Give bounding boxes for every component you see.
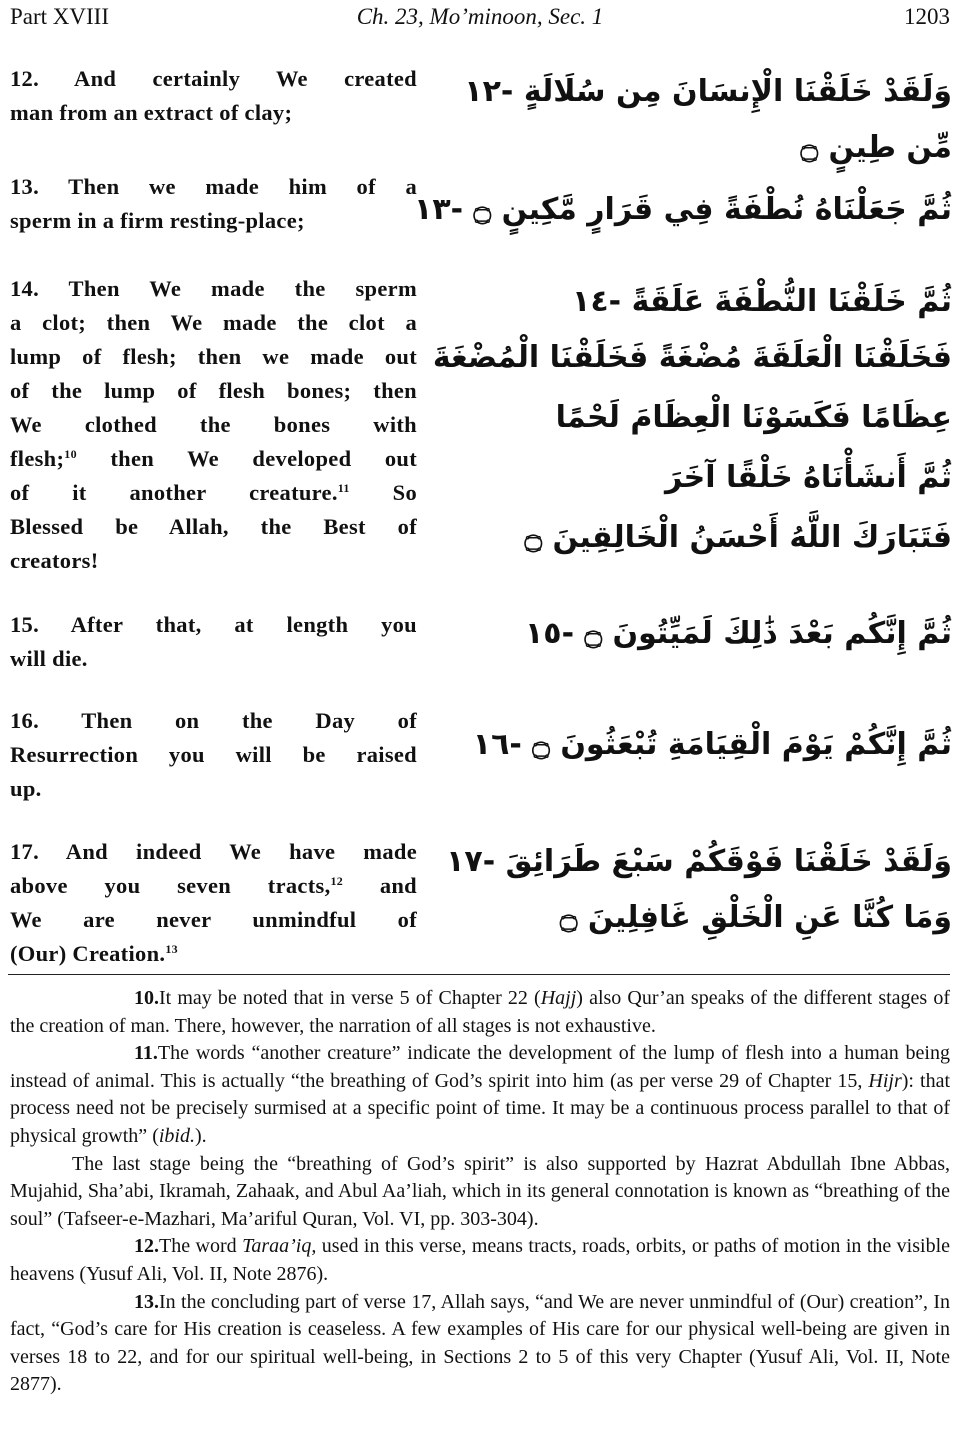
- arabic-verse-line: وَلَقَدْ خَلَقْنَا فَوْقَكُمْ سَبْعَ طَرَائِقَ -١٧: [446, 844, 952, 879]
- arabic-verse-line: فَتَبَارَكَ اللَّهُ أَحْسَنُ الْخَالِقِينَ ۝: [524, 520, 952, 555]
- arabic-verse-line: وَلَقَدْ خَلَقْنَا الْإِنسَانَ مِن سُلَالَةٍ -١٢: [464, 74, 952, 109]
- italic-term: Taraa’iq,: [242, 1235, 317, 1258]
- translation-line: 13. Then we made him of a: [10, 174, 417, 199]
- footnote-ref: 13: [165, 942, 178, 956]
- arabic-verse-line: ثُمَّ جَعَلْنَاهُ نُطْفَةً فِي قَرَارٍ مَّكِينٍ ۝ -١٣: [414, 192, 952, 227]
- translation-line: Blessed be Allah, the Best of: [10, 514, 417, 539]
- footnote-ref: 10: [64, 447, 77, 461]
- italic-term: ibid.: [158, 1124, 195, 1147]
- arabic-verse-line: فَخَلَقْنَا الْعَلَقَةَ مُضْغَةً فَخَلَقْنَا الْمُضْغَةَ: [432, 340, 952, 375]
- arabic-verse-line: ثُمَّ إِنَّكُمْ يَوْمَ الْقِيَامَةِ تُبْعَثُونَ ۝ -١٦: [472, 727, 952, 762]
- footnote-number: 10.: [134, 987, 159, 1009]
- footnote: The last stage being the “breathing of God’s spirit” is also supported by Hazrat Abdullah Ibne Abbas, Mujahid, Sha’abi, Ikramah, Zahaak, and Abul Aa’liah, which in its general connotation is known as “breathing of the soul” (Tafseer-e-Mazhari, Ma’ariful Quran, Vol. VI, pp. 303-304).: [10, 1152, 950, 1230]
- footnote-number: 12.: [134, 1235, 159, 1258]
- footnote-divider: [8, 974, 950, 975]
- translation-line: (Our) Creation.$^{13}$: [10, 941, 178, 966]
- footnotes: [10, 985, 950, 1399]
- translation-line: above you seven tracts,$^{12}$ and: [10, 873, 418, 898]
- translation-line: 14. Then We made the sperm: [10, 276, 417, 301]
- translation-line: a clot; then We made the clot a: [10, 310, 417, 335]
- translation-line: Resurrection you will be raised: [10, 742, 417, 767]
- translation-line: of it another creature.$^{11}$ So: [10, 480, 417, 505]
- footnote-ref: 11: [337, 481, 350, 495]
- translation-line: sperm in a firm resting-place;: [10, 208, 305, 233]
- verse-translation: [10, 272, 417, 578]
- footnote: 11.The words “another creature” indicate the development of the lump of flesh into a human being instead of animal. This is actually “the breathing of God’s spirit into him (as per verse 29 of Chapter 15, Hijr): that process need not be precisely surmised at a specific point of time. It may be a continuous process parallel to that of physical growth” (ibid.).: [10, 1042, 950, 1147]
- verse-translation: [10, 835, 417, 971]
- footnote-number: 11.: [134, 1042, 158, 1065]
- footnote: 12.The word Taraa’iq, used in this verse, means tracts, roads, orbits, or paths of motion in the visible heavens (Yusuf Ali, Vol. II, Note 2876).: [10, 1235, 951, 1285]
- footnote-ref: 12: [330, 874, 344, 888]
- footnote: 10.It may be noted that in verse 5 of Chapter 22 (Hajj) also Qur’an speaks of the different stages of the creation of man. There, however, the narration of all stages is not exhaustive.: [10, 987, 951, 1037]
- arabic-verse-line: ثُمَّ إِنَّكُم بَعْدَ ذَٰلِكَ لَمَيِّتُونَ ۝ -١٥: [524, 616, 952, 651]
- italic-term: Hajj: [540, 987, 577, 1009]
- translation-line: flesh;$^{10}$ then We developed out: [10, 446, 417, 471]
- arabic-verse-line: ثُمَّ أَنشَأْنَاهُ خَلْقًا آخَرَ: [665, 460, 952, 495]
- translation-line: of the lump of flesh bones; then: [10, 378, 417, 403]
- verse-translation: [10, 170, 417, 238]
- verse-translation: [10, 704, 417, 806]
- translation-line: 12. And certainly We created: [10, 66, 417, 91]
- footnote: 13.In the concluding part of verse 17, Allah says, “and We are never unmindful of (Our) creation”, In fact, “God’s care for His creation is ceaseless. A few examples of His care for our physical well-being are given in verses 18 to 22, and for our spiritual well-being, in Sections 2 to 5 of this very Chapter (Yusuf Ali, Vol. II, Note 2877).: [10, 1290, 950, 1396]
- footnote-number: 13.: [134, 1290, 159, 1313]
- page-number: 1203: [904, 4, 950, 29]
- translation-line: will die.: [10, 646, 88, 671]
- arabic-verse-line: وَمَا كُنَّا عَنِ الْخَلْقِ غَافِلِينَ ۝: [559, 900, 952, 935]
- translation-line: 15. After that, at length you: [10, 612, 417, 637]
- translation-line: man from an extract of clay;: [10, 100, 293, 125]
- translation-line: We clothed the bones with: [10, 412, 417, 437]
- arabic-verse-line: مِّن طِينٍ ۝: [800, 130, 952, 165]
- translation-line: creators!: [10, 548, 99, 573]
- chapter-heading: Ch. 23, Mo’minoon, Sec. 1: [356, 4, 604, 29]
- part-label: Part XVIII: [10, 4, 109, 29]
- translation-line: 16. Then on the Day of: [10, 708, 417, 733]
- arabic-verse-line: ثُمَّ خَلَقْنَا النُّطْفَةَ عَلَقَةً -١٤: [572, 284, 952, 319]
- translation-line: lump of flesh; then we made out: [10, 344, 417, 369]
- verse-translation: [10, 62, 417, 130]
- translation-line: We are never unmindful of: [10, 907, 417, 932]
- translation-line: 17. And indeed We have made: [10, 839, 417, 864]
- translation-line: up.: [10, 776, 42, 801]
- verse-translation: [10, 608, 417, 676]
- italic-term: Hijr: [868, 1069, 902, 1092]
- arabic-verse-line: عِظَامًا فَكَسَوْنَا الْعِظَامَ لَحْمًا: [555, 400, 952, 435]
